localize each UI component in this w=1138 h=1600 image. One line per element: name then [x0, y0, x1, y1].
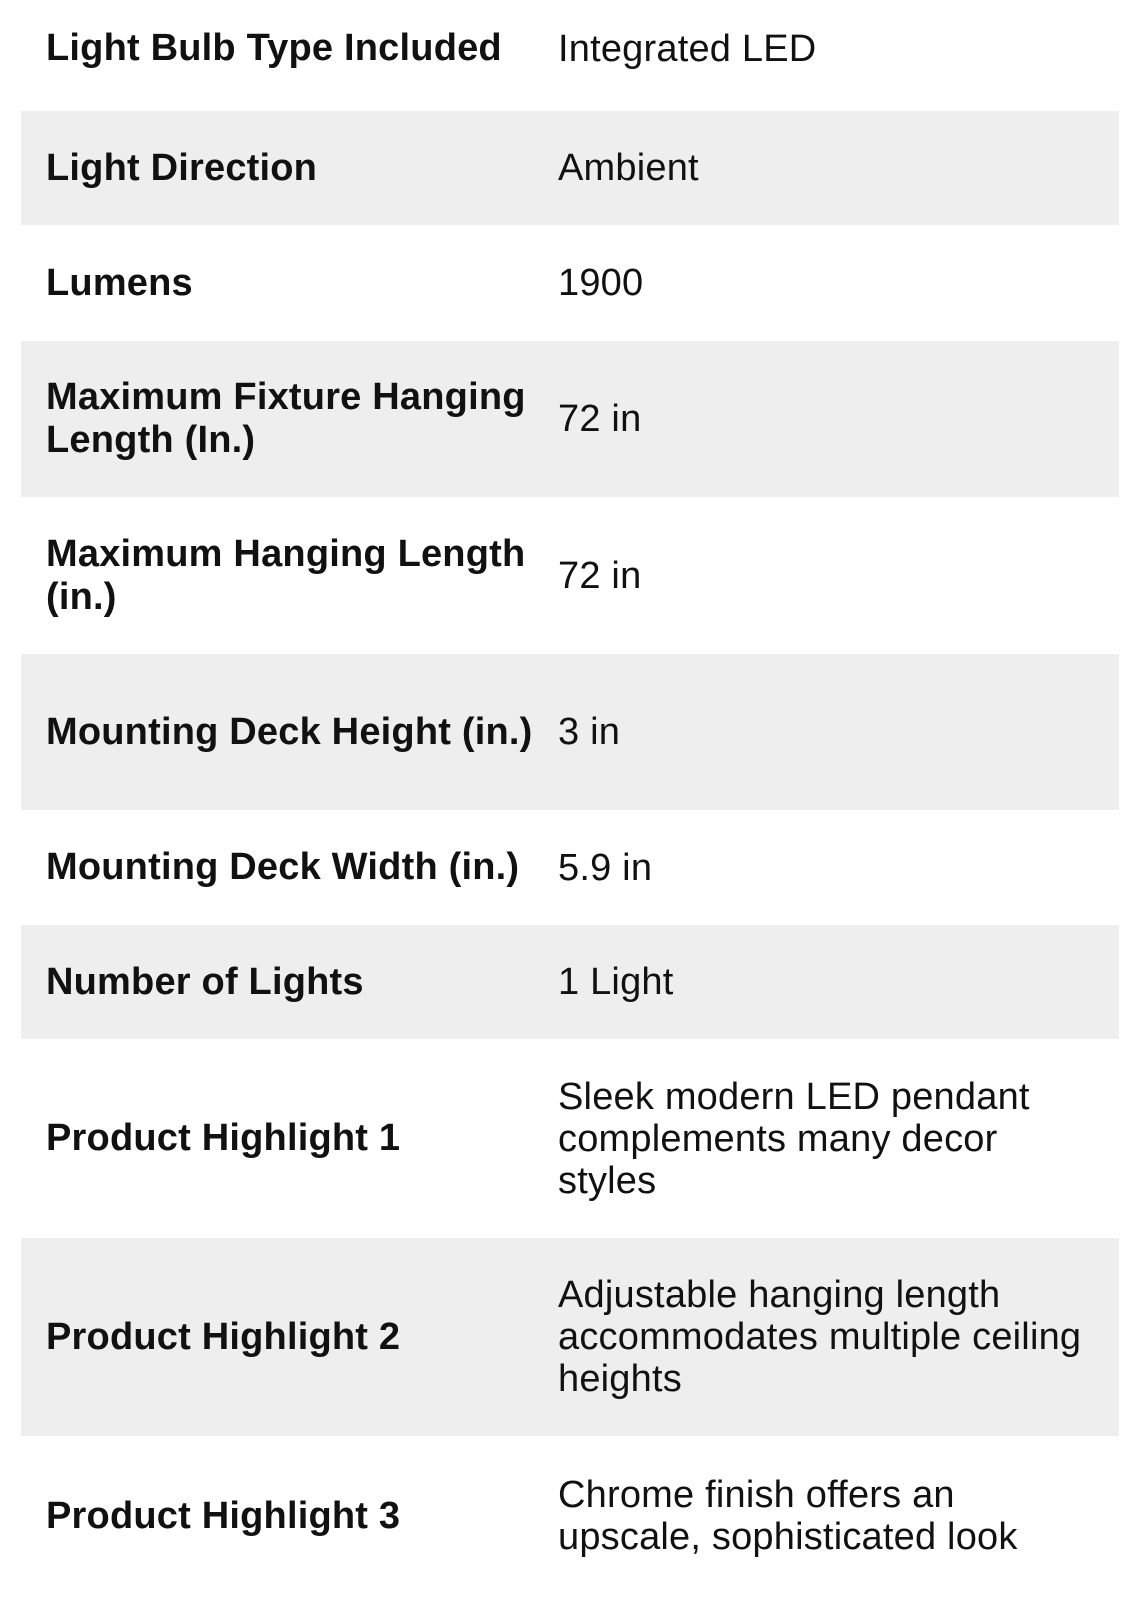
spec-row-mounting-deck-width [21, 810, 1119, 925]
specifications-table [21, 0, 1119, 1596]
spec-row-lumens [21, 225, 1119, 341]
spec-row-light-bulb-type [21, 0, 1119, 97]
spec-label: Mounting Deck Width (in.) [46, 846, 520, 888]
spec-label: Number of Lights [46, 960, 364, 1003]
spec-label: Product Highlight 3 [46, 1494, 401, 1537]
spec-row-number-of-lights [21, 925, 1119, 1039]
spec-label: Lumens [46, 261, 193, 304]
spec-row-mounting-deck-height [21, 654, 1119, 810]
spec-value: Sleek modern LED pendant complements many decor styles [558, 1075, 1030, 1202]
spec-label: Product Highlight 2 [46, 1315, 401, 1358]
spec-label: Maximum Fixture Hanging Length (In.) [46, 376, 526, 461]
spec-value: 5.9 in [558, 846, 653, 889]
spec-value: Chrome finish offers an upscale, sophisticated look [558, 1474, 1018, 1558]
spec-row-light-direction [21, 111, 1119, 225]
spec-value: Ambient [558, 147, 699, 189]
spec-label: Light Direction [46, 146, 318, 189]
spec-label: Mounting Deck Height (in.) [46, 710, 533, 753]
spec-value: Adjustable hanging length accommodates multiple ceiling heights [558, 1274, 1082, 1400]
spec-row-max-hanging-length [21, 497, 1119, 654]
spec-value: 72 in [558, 554, 642, 597]
spec-value: 1900 [558, 262, 644, 304]
spec-value: 3 in [558, 711, 621, 753]
spec-value: Integrated LED [558, 27, 817, 70]
spec-value: 72 in [558, 398, 642, 440]
spec-label: Light Bulb Type Included [46, 27, 502, 69]
spec-label: Product Highlight 1 [46, 1117, 401, 1159]
spec-label: Maximum Hanging Length (in.) [46, 532, 526, 618]
spec-value: 1 Light [558, 961, 674, 1003]
spec-row-product-highlight-2 [21, 1238, 1119, 1436]
spec-row-product-highlight-1 [21, 1039, 1119, 1238]
spec-row-product-highlight-3 [21, 1436, 1119, 1596]
spec-row-max-fixture-hanging-length [21, 341, 1119, 497]
